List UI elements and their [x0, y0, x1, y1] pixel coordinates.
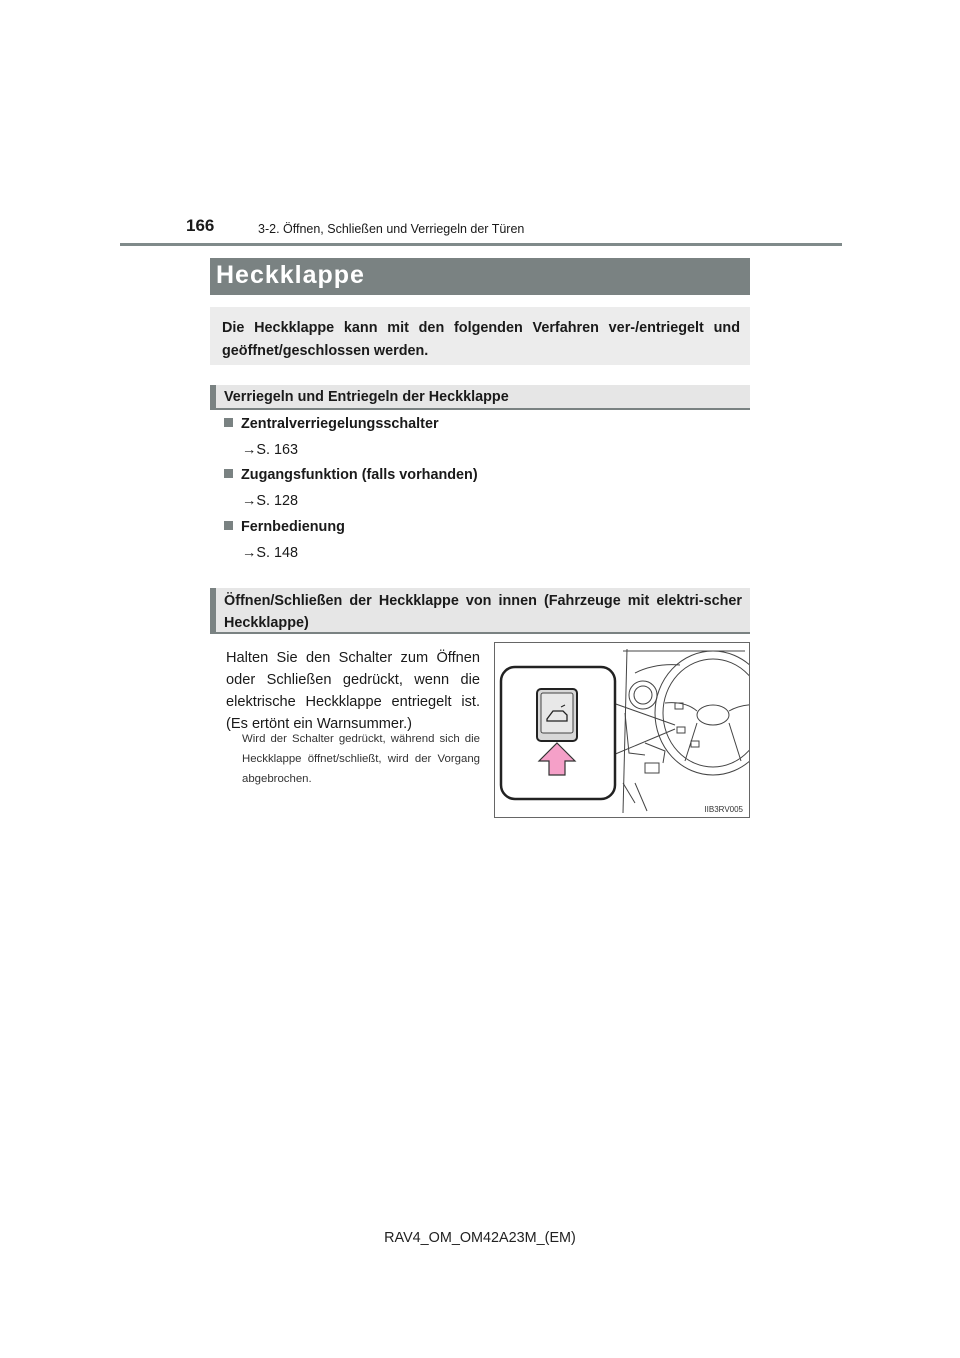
page-reference-text: S. 148: [256, 545, 298, 561]
section-heading-lock: [210, 385, 750, 410]
right-arrow-icon: →: [242, 493, 257, 509]
section-path: 3-2. Öffnen, Schließen und Verriegeln der Türen: [258, 222, 525, 236]
page-title: Heckklappe: [216, 261, 365, 289]
body-text: Halten Sie den Schalter zum Öffnen oder Schließen gedrückt, wenn die elektrische Heckklappe entriegelt ist. (Es ertönt ein Warnsummer.): [226, 650, 480, 732]
list-item-smart-entry: [224, 467, 478, 483]
page-reference[interactable]: [242, 545, 298, 561]
page-reference-text: S. 163: [256, 442, 298, 458]
note-text: Wird der Schalter gedrückt, während sich die Heckklappe öffnet/schließt, wird der Vorgang abgebrochen.: [242, 733, 480, 785]
page-number: 166: [186, 216, 215, 235]
dashboard-illustration: [494, 642, 750, 818]
tailgate-switch-icon: [537, 689, 577, 741]
image-code: IIB3RV005: [704, 805, 743, 814]
list-item-label: Fernbedienung: [241, 519, 345, 535]
page-title-bar: [210, 258, 750, 295]
section-heading-interior: [210, 588, 750, 634]
right-arrow-icon: →: [242, 442, 257, 458]
intro-text: Die Heckklappe kann mit den folgenden Verfahren ver-/entriegelt und geöffnet/geschlossen werden.: [222, 320, 740, 359]
section-heading-text: Öffnen/Schließen der Heckklappe von innen (Fahrzeuge mit elektri-scher Heckklappe): [224, 593, 742, 631]
header-rule: [120, 243, 842, 246]
section-heading-text: Verriegeln und Entriegeln der Heckklappe: [224, 389, 509, 405]
right-arrow-icon: →: [242, 545, 257, 561]
page-reference[interactable]: [242, 442, 298, 458]
footer-model-code: RAV4_OM_OM42A23M_(EM): [384, 1230, 576, 1246]
list-item-label: Zugangsfunktion (falls vorhanden): [241, 467, 478, 483]
list-item-label: Zentralverriegelungsschalter: [241, 416, 439, 432]
square-bullet-icon: [224, 469, 233, 478]
intro-box: [210, 307, 750, 365]
square-bullet-icon: [224, 418, 233, 427]
page-reference[interactable]: [242, 493, 298, 509]
list-item-central-lock: [224, 416, 439, 432]
list-item-remote: [224, 519, 345, 535]
square-bullet-icon: [224, 521, 233, 530]
dashboard-drawing: [495, 643, 749, 817]
page-reference-text: S. 128: [256, 493, 298, 509]
